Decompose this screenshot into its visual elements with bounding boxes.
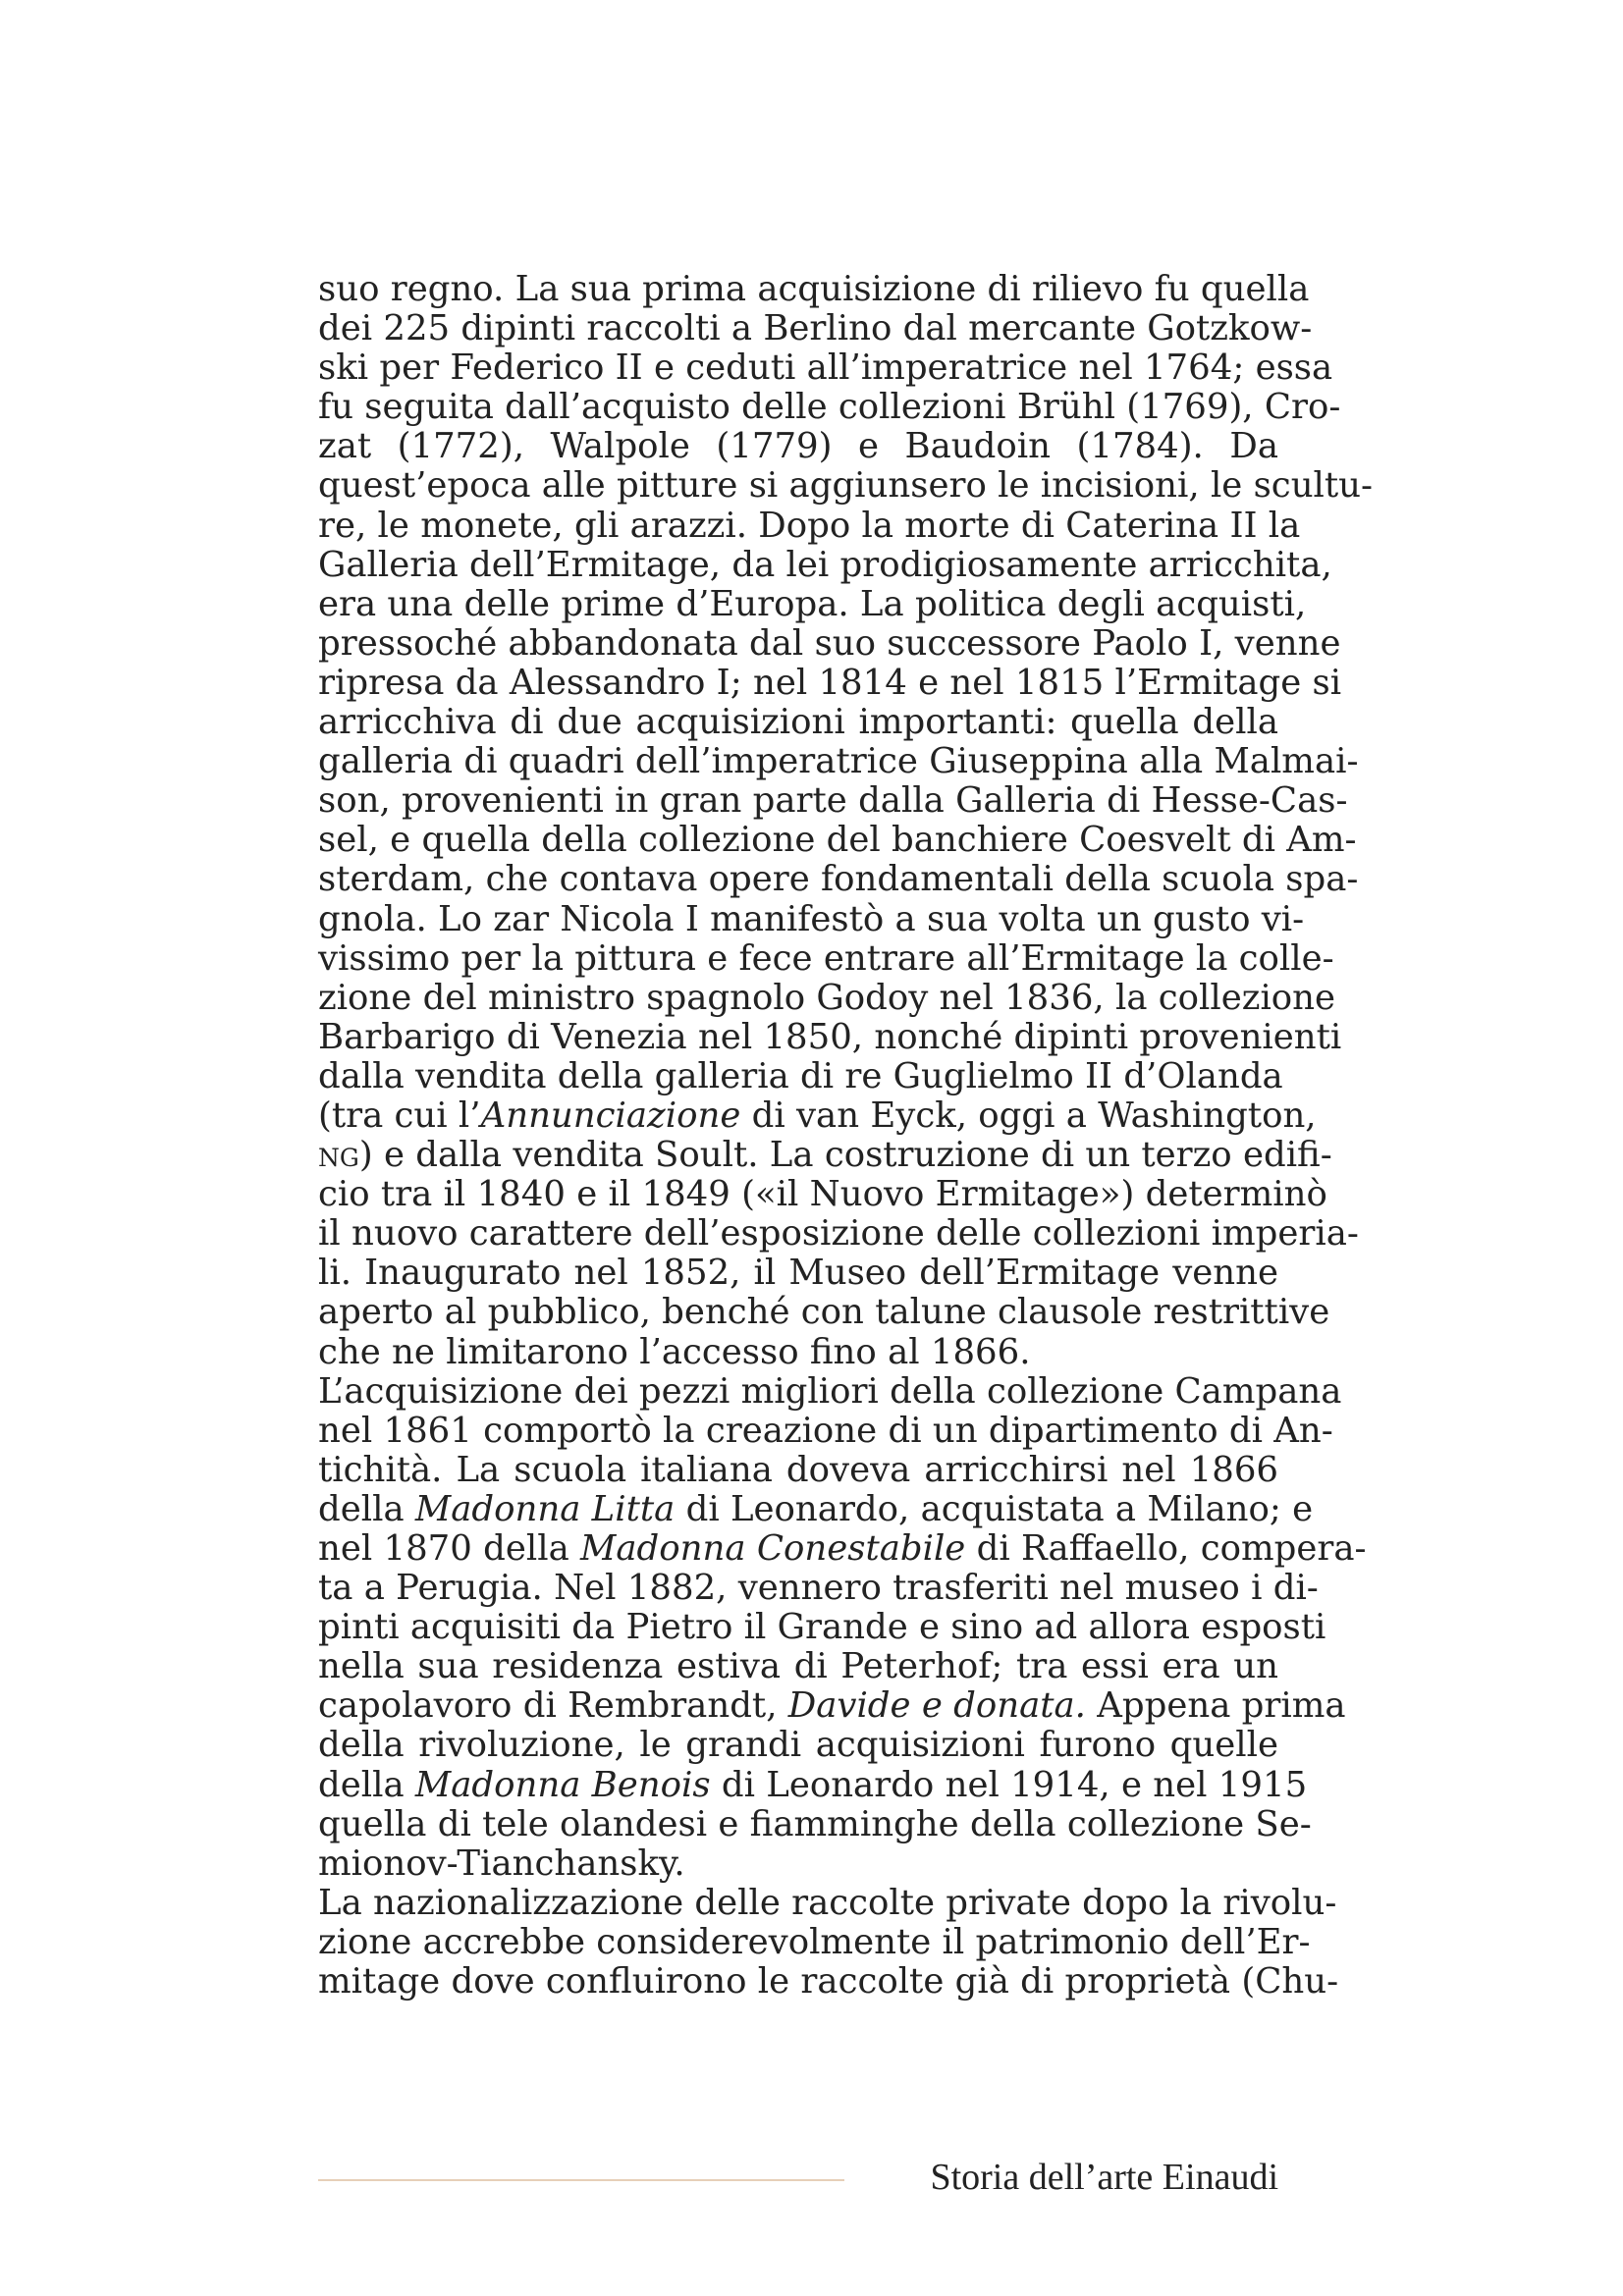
text-run: ripresa da Alessandro I; nel 1814 e nel 1815 l’Ermitage si (318, 662, 1342, 703)
text-run: della (318, 1764, 415, 1805)
text-run: zione del ministro spagnolo Godoy nel 1836, la collezione (318, 977, 1336, 1018)
text-line (318, 1921, 1311, 1962)
text-line (318, 1370, 1342, 1412)
text-run: cio tra il 1840 e il 1849 («il Nuovo Ermitage») determinò (318, 1174, 1327, 1215)
text-line (318, 1016, 1342, 1057)
text-line (318, 1568, 1319, 1609)
text-line (318, 1803, 1312, 1844)
text-line (318, 1882, 1337, 1923)
text-run: ) e dalla vendita Soult. La costruzione di un terzo edifi- (358, 1135, 1332, 1176)
text-run: La nazionalizzazione delle raccolte private dopo la rivolu- (318, 1882, 1337, 1923)
text-run: il nuovo carattere dell’esposizione delle collezioni imperia- (318, 1213, 1359, 1255)
italic-title: Annunciazione (480, 1095, 741, 1136)
text-line (318, 347, 1333, 389)
text-run: mitage dove confluirono le raccolte già di proprietà (Chu- (318, 1961, 1339, 2002)
text-run: nella sua residenza estiva di Peterhof; tra essi era un (318, 1646, 1278, 1687)
body-text (318, 269, 1374, 2002)
text-run: di Leonardo, acquistata a Milano; e (675, 1488, 1314, 1529)
text-run: pinti acquisiti da Pietro il Grande e sino ad allora esposti (318, 1607, 1326, 1648)
text-run: suo regno. La sua prima acquisizione di rilievo fu quella (318, 269, 1310, 309)
italic-title: Madonna Litta (414, 1488, 676, 1529)
text-line (318, 1451, 1278, 1490)
text-run: galleria di quadri dell’imperatrice Giuseppina alla Malmai- (318, 741, 1359, 782)
text-line (318, 1685, 1346, 1727)
text-line (318, 898, 1305, 939)
text-line (318, 465, 1374, 507)
text-run: fu seguita dall’acquisto delle collezioni Brühl (1769), Cro- (318, 387, 1341, 428)
text-run: di van Eyck, oggi a Washington, (740, 1095, 1317, 1136)
footer-title: Storia dell’arte Einaudi (930, 2157, 1278, 2198)
text-line (318, 583, 1307, 624)
text-line (318, 1174, 1327, 1215)
text-line (318, 505, 1301, 546)
text-line (318, 977, 1336, 1018)
page-footer (318, 2156, 1278, 2199)
italic-title: Madonna Benois (414, 1764, 711, 1805)
small-caps-abbrev: ng (318, 1135, 359, 1176)
text-line (318, 1254, 1278, 1293)
text-run: ski per Federico II e ceduti all’imperatrice nel 1764; essa (318, 347, 1333, 389)
italic-title: Madonna Conestabile (580, 1528, 966, 1569)
text-line (318, 1095, 1317, 1136)
text-run: dalla vendita della galleria di re Guglielmo II d’Olanda (318, 1055, 1283, 1096)
text-run: capolavoro di Rembrandt, (318, 1685, 788, 1727)
text-run: della (318, 1488, 415, 1529)
text-line (318, 1135, 1332, 1176)
text-line (318, 1647, 1278, 1686)
text-run: di Raffaello, compera- (965, 1528, 1367, 1569)
text-run: di Leonardo nel 1914, e nel 1915 (710, 1764, 1308, 1805)
text-run: sterdam, che contava opere fondamentali della scuola spa- (318, 859, 1359, 900)
text-run: aperto al pubblico, benché con talune clausole restrittive (318, 1292, 1330, 1333)
text-run: zione accrebbe considerevolmente il patrimonio dell’Er- (318, 1921, 1311, 1962)
text-line (318, 1410, 1333, 1451)
text-line (318, 1055, 1283, 1096)
text-line (318, 1488, 1314, 1529)
text-line (318, 1213, 1359, 1255)
text-run: arricchiva di due acquisizioni importanti: quella della (318, 702, 1278, 743)
text-run: che ne limitarono l’accesso fino al 1866. (318, 1331, 1031, 1372)
text-line (318, 1726, 1278, 1765)
text-run: mionov-Tianchansky. (318, 1842, 685, 1884)
text-line (318, 544, 1332, 585)
text-run: nel 1870 della (318, 1528, 581, 1569)
text-run: Barbarigo di Venezia nel 1850, nonché dipinti provenienti (318, 1016, 1342, 1057)
text-run: Galleria dell’Ermitage, da lei prodigiosamente arricchita, (318, 544, 1332, 585)
text-run: era una delle prime d’Europa. La politica degli acquisti, (318, 583, 1307, 624)
text-line (318, 308, 1313, 349)
text-run: nel 1861 comportò la creazione di un dipartimento di An- (318, 1410, 1333, 1451)
text-run: della rivoluzione, le grandi acquisizioni furono quelle (318, 1725, 1278, 1766)
text-line (318, 662, 1342, 703)
text-line (318, 427, 1278, 466)
text-run: re, le monete, gli arazzi. Dopo la morte di Caterina II la (318, 505, 1301, 546)
text-line (318, 741, 1359, 782)
text-line (318, 622, 1341, 664)
text-line (318, 859, 1359, 900)
text-run: li. Inaugurato nel 1852, il Museo dell’Ermitage venne (318, 1253, 1278, 1294)
text-run: ta a Perugia. Nel 1882, vennero trasferiti nel museo i di- (318, 1568, 1319, 1609)
text-line (318, 1607, 1326, 1648)
text-line (318, 703, 1278, 742)
footer-rule (318, 2179, 844, 2181)
text-line (318, 820, 1357, 861)
text-run: gnola. Lo zar Nicola I manifestò a sua volta un gusto vi- (318, 898, 1305, 939)
text-run: (tra cui l’ (318, 1095, 481, 1136)
italic-title: Davide e donata. (787, 1685, 1086, 1727)
text-run: L’acquisizione dei pezzi migliori della collezione Campana (318, 1370, 1342, 1412)
text-run: son, provenienti in gran parte dalla Galleria di Hesse-Cas- (318, 780, 1348, 822)
text-line (318, 1764, 1308, 1805)
text-run: zat (1772), Walpole (1779) e Baudoin (1784). Da (318, 426, 1278, 467)
text-line (318, 1961, 1339, 2002)
text-line (318, 387, 1341, 428)
text-line (318, 1333, 1278, 1372)
text-line (318, 1844, 1278, 1884)
text-line (318, 780, 1348, 822)
text-run: pressoché abbandonata dal suo successore Paolo I, venne (318, 622, 1341, 664)
text-run: quella di tele olandesi e fiamminghe della collezione Se- (318, 1803, 1312, 1844)
text-line (318, 1528, 1367, 1569)
text-run: vissimo per la pittura e fece entrare all’Ermitage la colle- (318, 937, 1334, 979)
text-line (318, 937, 1334, 979)
text-run: sel, e quella della collezione del banchiere Coesvelt di Am- (318, 820, 1357, 861)
text-run: dei 225 dipinti raccolti a Berlino dal mercante Gotzkow- (318, 308, 1313, 349)
text-line (318, 269, 1310, 309)
text-run: quest’epoca alle pitture si aggiunsero le incisioni, le scultu- (318, 465, 1374, 507)
text-run: Appena prima (1085, 1685, 1346, 1727)
text-line (318, 1292, 1330, 1333)
text-run: tichità. La scuola italiana doveva arricchirsi nel 1866 (318, 1449, 1278, 1490)
